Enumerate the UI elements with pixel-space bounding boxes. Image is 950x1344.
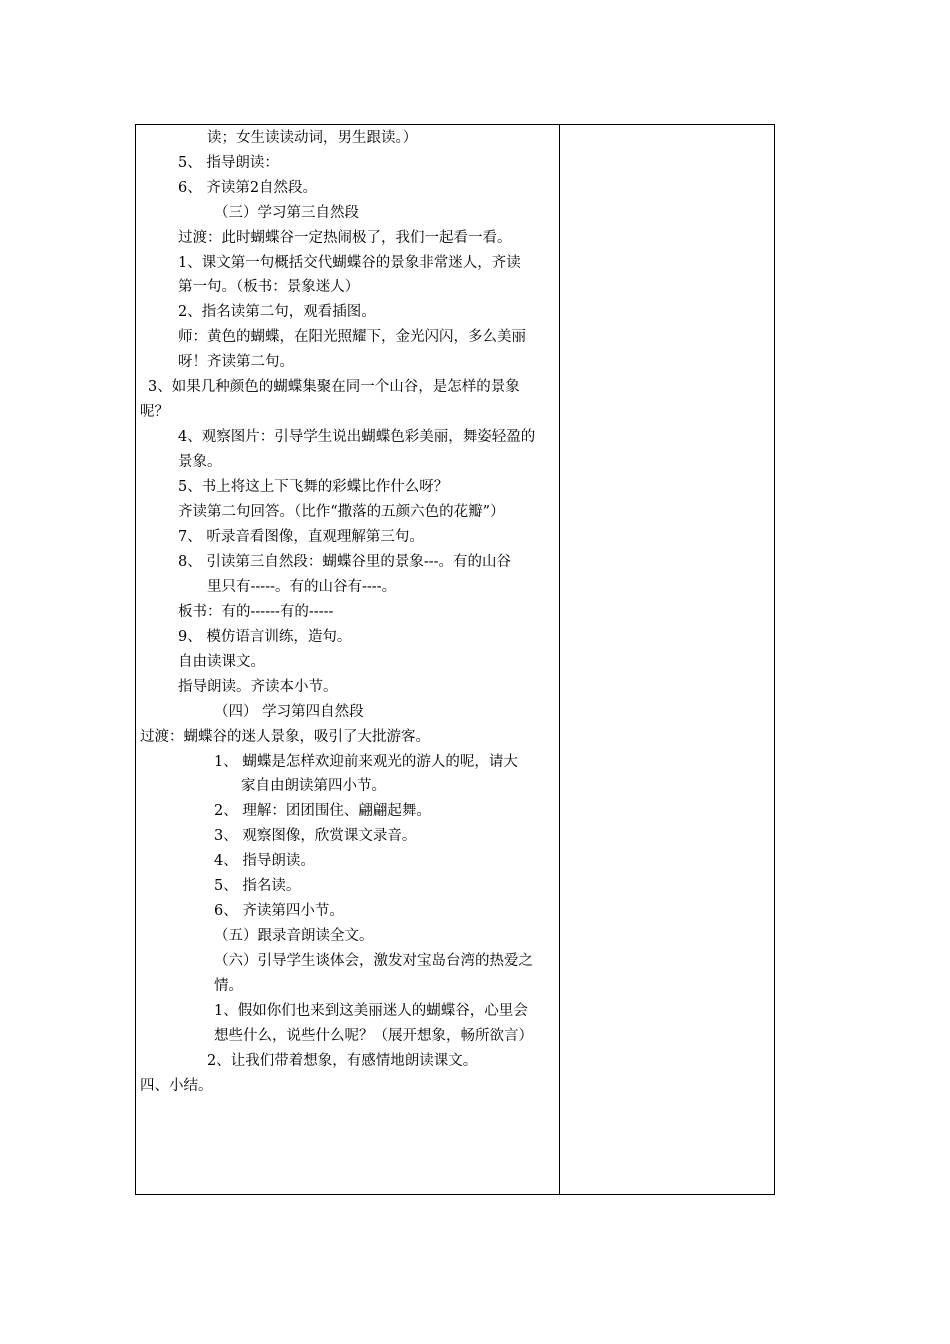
- lesson-line: 呀！齐读第二句。: [178, 354, 294, 370]
- column-divider: [559, 124, 560, 1195]
- lesson-line: （六）引导学生谈体会，激发对宝岛台湾的热爱之: [214, 953, 533, 969]
- lesson-line: 四、小结。: [140, 1078, 213, 1094]
- lesson-line: 8、 引读第三自然段：蝴蝶谷里的景象---。有的山谷: [178, 554, 512, 570]
- lesson-line: 6、 齐读第2自然段。: [178, 180, 318, 196]
- lesson-line: 2、指名读第二句，观看插图。: [178, 304, 376, 320]
- lesson-line: 家自由朗读第四小节。: [241, 778, 386, 794]
- lesson-line: 7、 听录音看图像，直观理解第三句。: [178, 529, 424, 545]
- lesson-line: 呢？: [140, 404, 169, 420]
- lesson-line: 6、 齐读第四小节。: [214, 903, 344, 919]
- lesson-line: （五）跟录音朗读全文。: [214, 928, 374, 944]
- lesson-line: 读；女生读读动词，男生跟读。）: [207, 130, 418, 146]
- lesson-line: （四） 学习第四自然段: [214, 704, 364, 720]
- lesson-line: 景象。: [178, 454, 222, 470]
- lesson-line: 自由读课文。: [178, 654, 265, 670]
- lesson-line: 2、 理解：团团围住、翩翩起舞。: [214, 803, 431, 819]
- lesson-line: 师：黄色的蝴蝶，在阳光照耀下，金光闪闪，多么美丽: [178, 329, 526, 345]
- lesson-line: 情。: [214, 978, 243, 994]
- lesson-line: 3、如果几种颜色的蝴蝶集聚在同一个山谷，是怎样的景象: [148, 379, 520, 395]
- lesson-line: 5、 指名读。: [214, 878, 301, 894]
- lesson-line: 齐读第二句回答。（比作“撒落的五颜六色的花瓣”）: [178, 504, 505, 520]
- lesson-line: （三）学习第三自然段: [214, 205, 359, 221]
- lesson-line: 1、课文第一句概括交代蝴蝶谷的景象非常迷人，齐读: [178, 255, 521, 271]
- lesson-line: 5、书上将这上下飞舞的彩蝶比作什么呀？: [178, 479, 449, 495]
- lesson-line: 5、 指导朗读：: [178, 155, 279, 171]
- lesson-line: 过渡：此时蝴蝶谷一定热闹极了，我们一起看一看。: [178, 230, 512, 246]
- lesson-line: 1、假如你们也来到这美丽迷人的蝴蝶谷，心里会: [214, 1003, 528, 1019]
- lesson-line: 想些什么，说些什么呢？（展开想象，畅所欲言）: [214, 1028, 533, 1044]
- lesson-line: 1、 蝴蝶是怎样欢迎前来观光的游人的呢，请大: [214, 754, 518, 770]
- lesson-line: 4、 指导朗读。: [214, 853, 315, 869]
- lesson-line: 指导朗读。齐读本小节。: [178, 679, 338, 695]
- lesson-line: 4、观察图片：引导学生说出蝴蝶色彩美丽，舞姿轻盈的: [178, 429, 536, 445]
- lesson-line: 里只有-----。有的山谷有----。: [207, 579, 397, 595]
- lesson-line: 3、 观察图像，欣赏课文录音。: [214, 828, 417, 844]
- lesson-line: 9、 模仿语言训练，造句。: [178, 629, 352, 645]
- lesson-line: 板书：有的------有的-----: [178, 604, 334, 620]
- lesson-line: 2、让我们带着想象，有感情地朗读课文。: [207, 1053, 478, 1069]
- lesson-line: 过渡：蝴蝶谷的迷人景象，吸引了大批游客。: [140, 729, 430, 745]
- lesson-line: 第一句。（板书：景象迷人）: [178, 279, 360, 295]
